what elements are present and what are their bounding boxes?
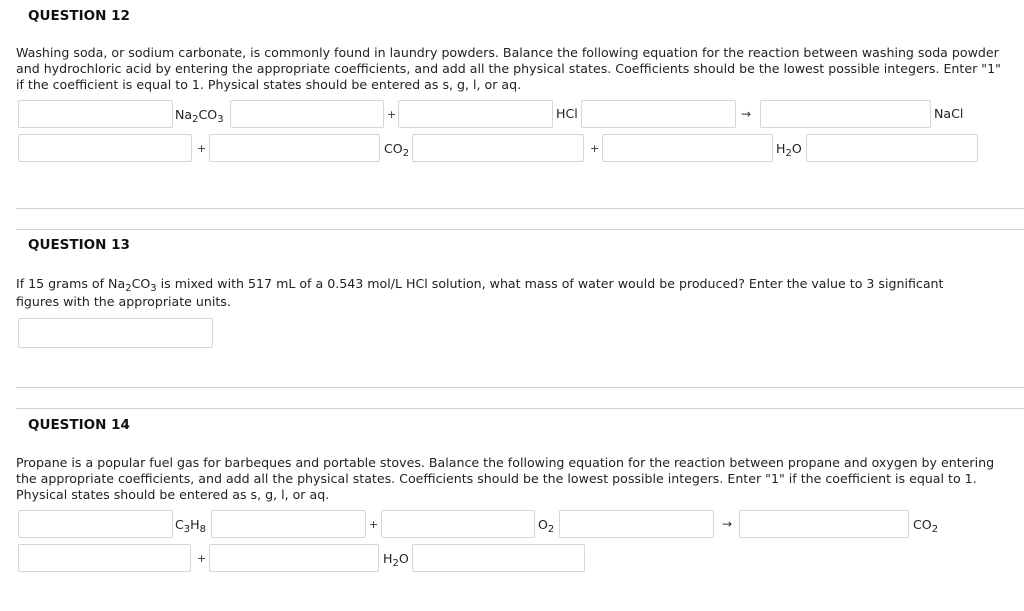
q12-na2co3-coefficient-input[interactable] (18, 100, 173, 128)
q12-reaction-arrow: → (741, 107, 752, 121)
q12-hcl-label: HCl (556, 106, 578, 121)
q12-nacl-label: NaCl (934, 106, 964, 121)
q14-o2-coefficient-input[interactable] (381, 510, 535, 538)
q14-c3h8-state-input[interactable] (211, 510, 366, 538)
q12-plus-sign-3: + (590, 142, 600, 155)
q12-h2o-state-input[interactable] (806, 134, 978, 162)
section-divider (16, 408, 1024, 409)
q14-h2o-label: $H_2O$ (383, 551, 409, 569)
section-divider (16, 387, 1024, 388)
q14-co2-label: $CO_2$ (913, 517, 939, 535)
q12-hcl-state-input[interactable] (581, 100, 736, 128)
q12-hcl-coefficient-input[interactable] (398, 100, 553, 128)
q12-h2o-coefficient-input[interactable] (602, 134, 773, 162)
q14-h2o-state-input[interactable] (412, 544, 585, 572)
q12-co2-state-input[interactable] (412, 134, 584, 162)
q12-plus-sign: + (387, 108, 397, 121)
question-14-title: QUESTION 14 (28, 417, 130, 433)
q14-co2-coefficient-input[interactable] (739, 510, 909, 538)
question-14-text: Propane is a popular fuel gas for barbeques and portable stoves. Balance the following equation for the reaction between propane and oxygen by entering the appropriate coefficients, and add all the physical states. Coefficients should be the lowest possible integers. Enter "1" if the coefficient is equal to 1. Physical states should be entered as s, g, l, or aq. (16, 455, 995, 502)
q12-nacl-state-input[interactable] (18, 134, 192, 162)
q12-plus-sign-2: + (197, 142, 207, 155)
q14-c3h8-label: $C_3H_8$ (175, 517, 207, 535)
q14-o2-state-input[interactable] (559, 510, 714, 538)
q12-h2o-label: $H_2O$ (776, 141, 802, 159)
q13-answer-input[interactable] (18, 318, 213, 348)
section-divider (16, 208, 1024, 209)
question-12-title: QUESTION 12 (28, 8, 130, 24)
question-12-text: Washing soda, or sodium carbonate, is commonly found in laundry powders. Balance the following equation for the reaction between washing soda powder and hydrochloric acid by entering the appropriate coefficients, and add all the physical states. Coefficients should be the lowest possible integers. Enter "1" if the coefficient is equal to 1. Physical states should be entered as s, g, l, or aq. (16, 45, 1001, 92)
q12-na2co3-state-input[interactable] (230, 100, 384, 128)
q14-o2-label: $O_2$ (538, 517, 555, 535)
q12-nacl-coefficient-input[interactable] (760, 100, 931, 128)
q12-co2-coefficient-input[interactable] (209, 134, 380, 162)
q14-h2o-coefficient-input[interactable] (209, 544, 379, 572)
question-13-title: QUESTION 13 (28, 237, 130, 253)
section-divider (16, 229, 1024, 230)
q14-reaction-arrow: → (722, 517, 733, 531)
q14-c3h8-coefficient-input[interactable] (18, 510, 173, 538)
q12-co2-label: $CO_2$ (384, 141, 410, 159)
q14-co2-state-input[interactable] (18, 544, 191, 572)
q12-na2co3-label: $Na_2CO_3$ (175, 107, 224, 125)
q14-plus-sign: + (369, 518, 379, 531)
question-13-text: If 15 grams of $Na_2CO_3$ is mixed with 517 mL of a 0.543 mol/L HCl solution, what mass of water would be produced? Enter the value to 3 significant figures with the appropriate units. (16, 276, 944, 309)
q14-plus-sign-2: + (197, 552, 207, 565)
